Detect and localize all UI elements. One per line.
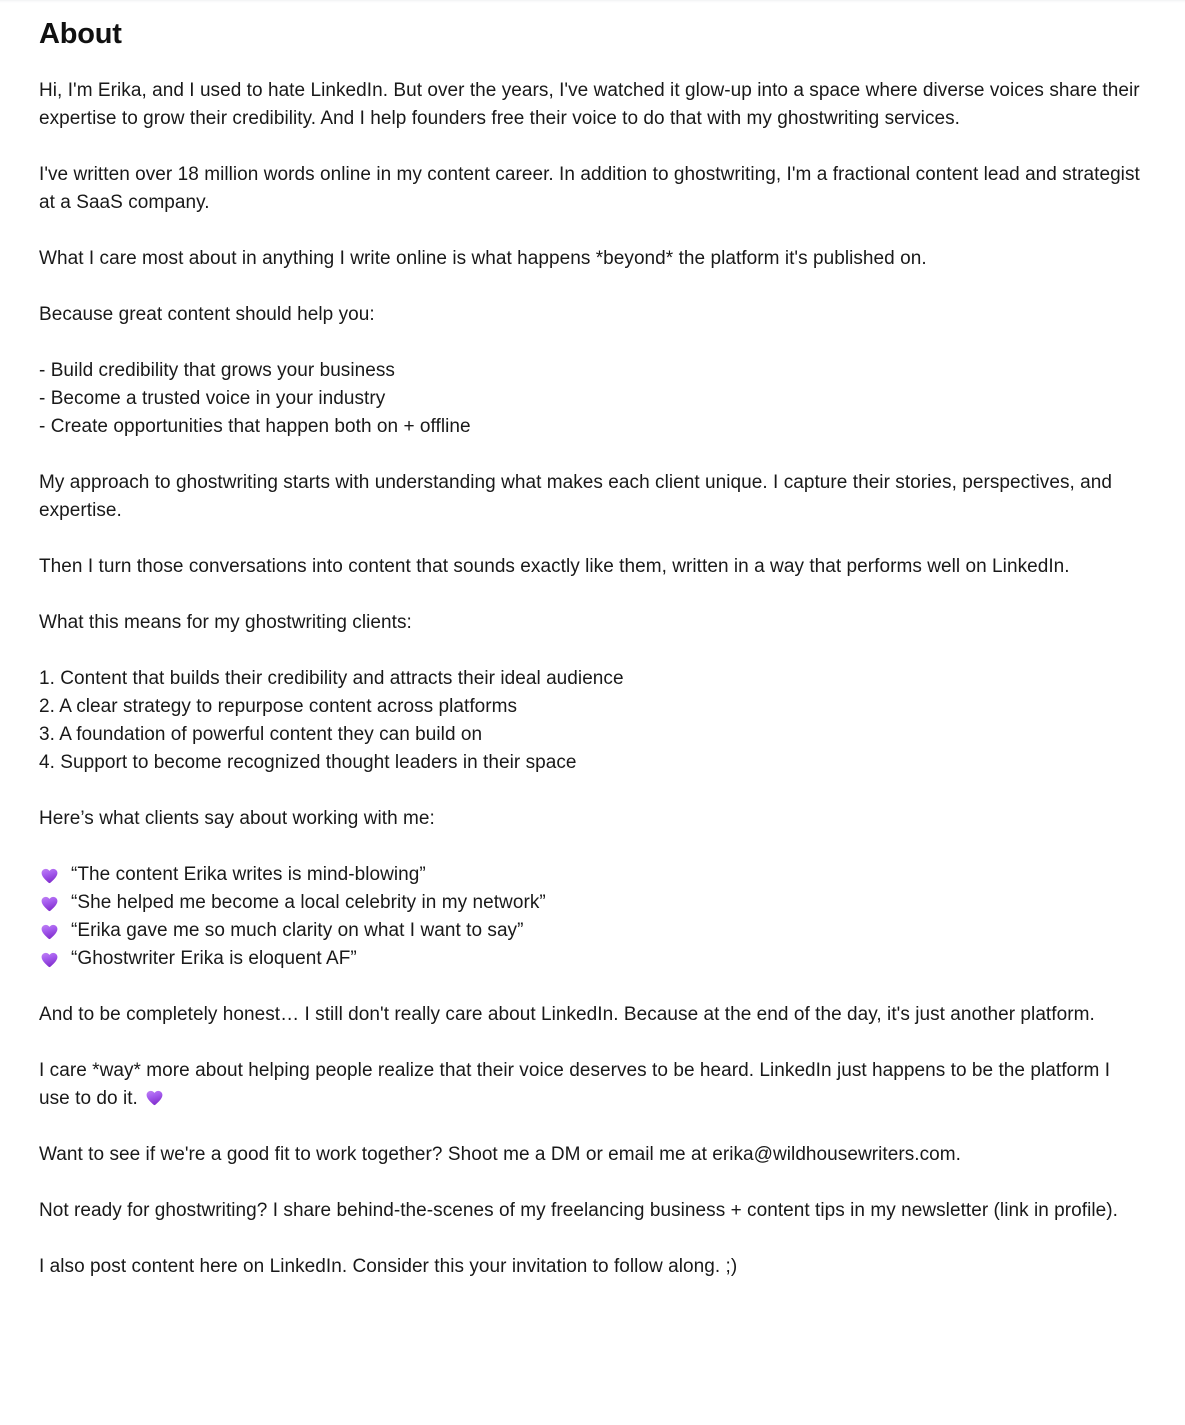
testimonial-item: [39, 945, 1146, 973]
benefits-list: [39, 357, 1146, 441]
list-item: - Become a trusted voice in your industry: [39, 388, 386, 409]
purple-heart-icon: [39, 889, 60, 917]
paragraph-honest: And to be completely honest… I still don't really care about LinkedIn. Because at the end of the day, it's just another platform.: [39, 1004, 1095, 1025]
testimonial-item: [39, 861, 1146, 889]
paragraph-good-fit: Want to see if we're a good fit to work together? Shoot me a DM or email me at erika@wildhousewriters.com.: [39, 1144, 961, 1165]
purple-heart-icon: [145, 1088, 164, 1107]
testimonial-text: “She helped me become a local celebrity in my network”: [71, 892, 546, 913]
testimonial-item: [39, 917, 1146, 945]
paragraph-turn-conversations: Then I turn those conversations into content that sounds exactly like them, written in a way that performs well on LinkedIn.: [39, 556, 1070, 577]
testimonial-text: “Ghostwriter Erika is eloquent AF”: [71, 948, 357, 969]
paragraph-experience: I've written over 18 million words online in my content career. In addition to ghostwriting, I'm a fractional content lead and strategist at a SaaS company.: [39, 164, 1146, 213]
about-body-text: [39, 77, 1146, 1281]
about-section: [0, 3, 1185, 1321]
testimonial-text: “The content Erika writes is mind-blowing”: [71, 864, 426, 885]
purple-heart-icon: [39, 861, 60, 889]
outcomes-list: [39, 665, 1146, 777]
paragraph-follow-along: I also post content here on LinkedIn. Consider this your invitation to follow along. ;): [39, 1256, 738, 1277]
paragraph-means-lead: What this means for my ghostwriting clients:: [39, 612, 412, 633]
list-item: 4. Support to become recognized thought leaders in their space: [39, 752, 577, 773]
list-item: - Create opportunities that happen both on + offline: [39, 416, 471, 437]
list-item: 1. Content that builds their credibility and attracts their ideal audience: [39, 668, 624, 689]
list-item: - Build credibility that grows your business: [39, 360, 395, 381]
paragraph-approach: My approach to ghostwriting starts with understanding what makes each client unique. I capture their stories, perspectives, and expertise.: [39, 472, 1118, 521]
paragraph-care-way-more-text: I care *way* more about helping people realize that their voice deserves to be heard. LinkedIn just happens to be the platform I use to do it.: [39, 1060, 1116, 1109]
paragraph-because-lead: Because great content should help you:: [39, 304, 375, 325]
purple-heart-icon: [39, 917, 60, 945]
paragraph-care-way-more: [39, 1057, 1146, 1113]
purple-heart-icon: [39, 945, 60, 973]
page-title: About: [39, 18, 122, 50]
list-item: 3. A foundation of powerful content they can build on: [39, 724, 483, 745]
list-item: 2. A clear strategy to repurpose content across platforms: [39, 696, 518, 717]
paragraph-newsletter: Not ready for ghostwriting? I share behind-the-scenes of my freelancing business + content tips in my newsletter (link in profile).: [39, 1200, 1118, 1221]
testimonials-list: [39, 861, 1146, 973]
paragraph-clients-say-lead: Here’s what clients say about working with me:: [39, 808, 435, 829]
testimonial-text: “Erika gave me so much clarity on what I want to say”: [71, 920, 524, 941]
testimonial-item: [39, 889, 1146, 917]
paragraph-care-most: What I care most about in anything I write online is what happens *beyond* the platform it's published on.: [39, 248, 927, 269]
paragraph-intro: Hi, I'm Erika, and I used to hate LinkedIn. But over the years, I've watched it glow-up into a space where diverse voices share their expertise to grow their credibility. And I help founders free their voice to do that with my ghostwriting services.: [39, 80, 1145, 129]
